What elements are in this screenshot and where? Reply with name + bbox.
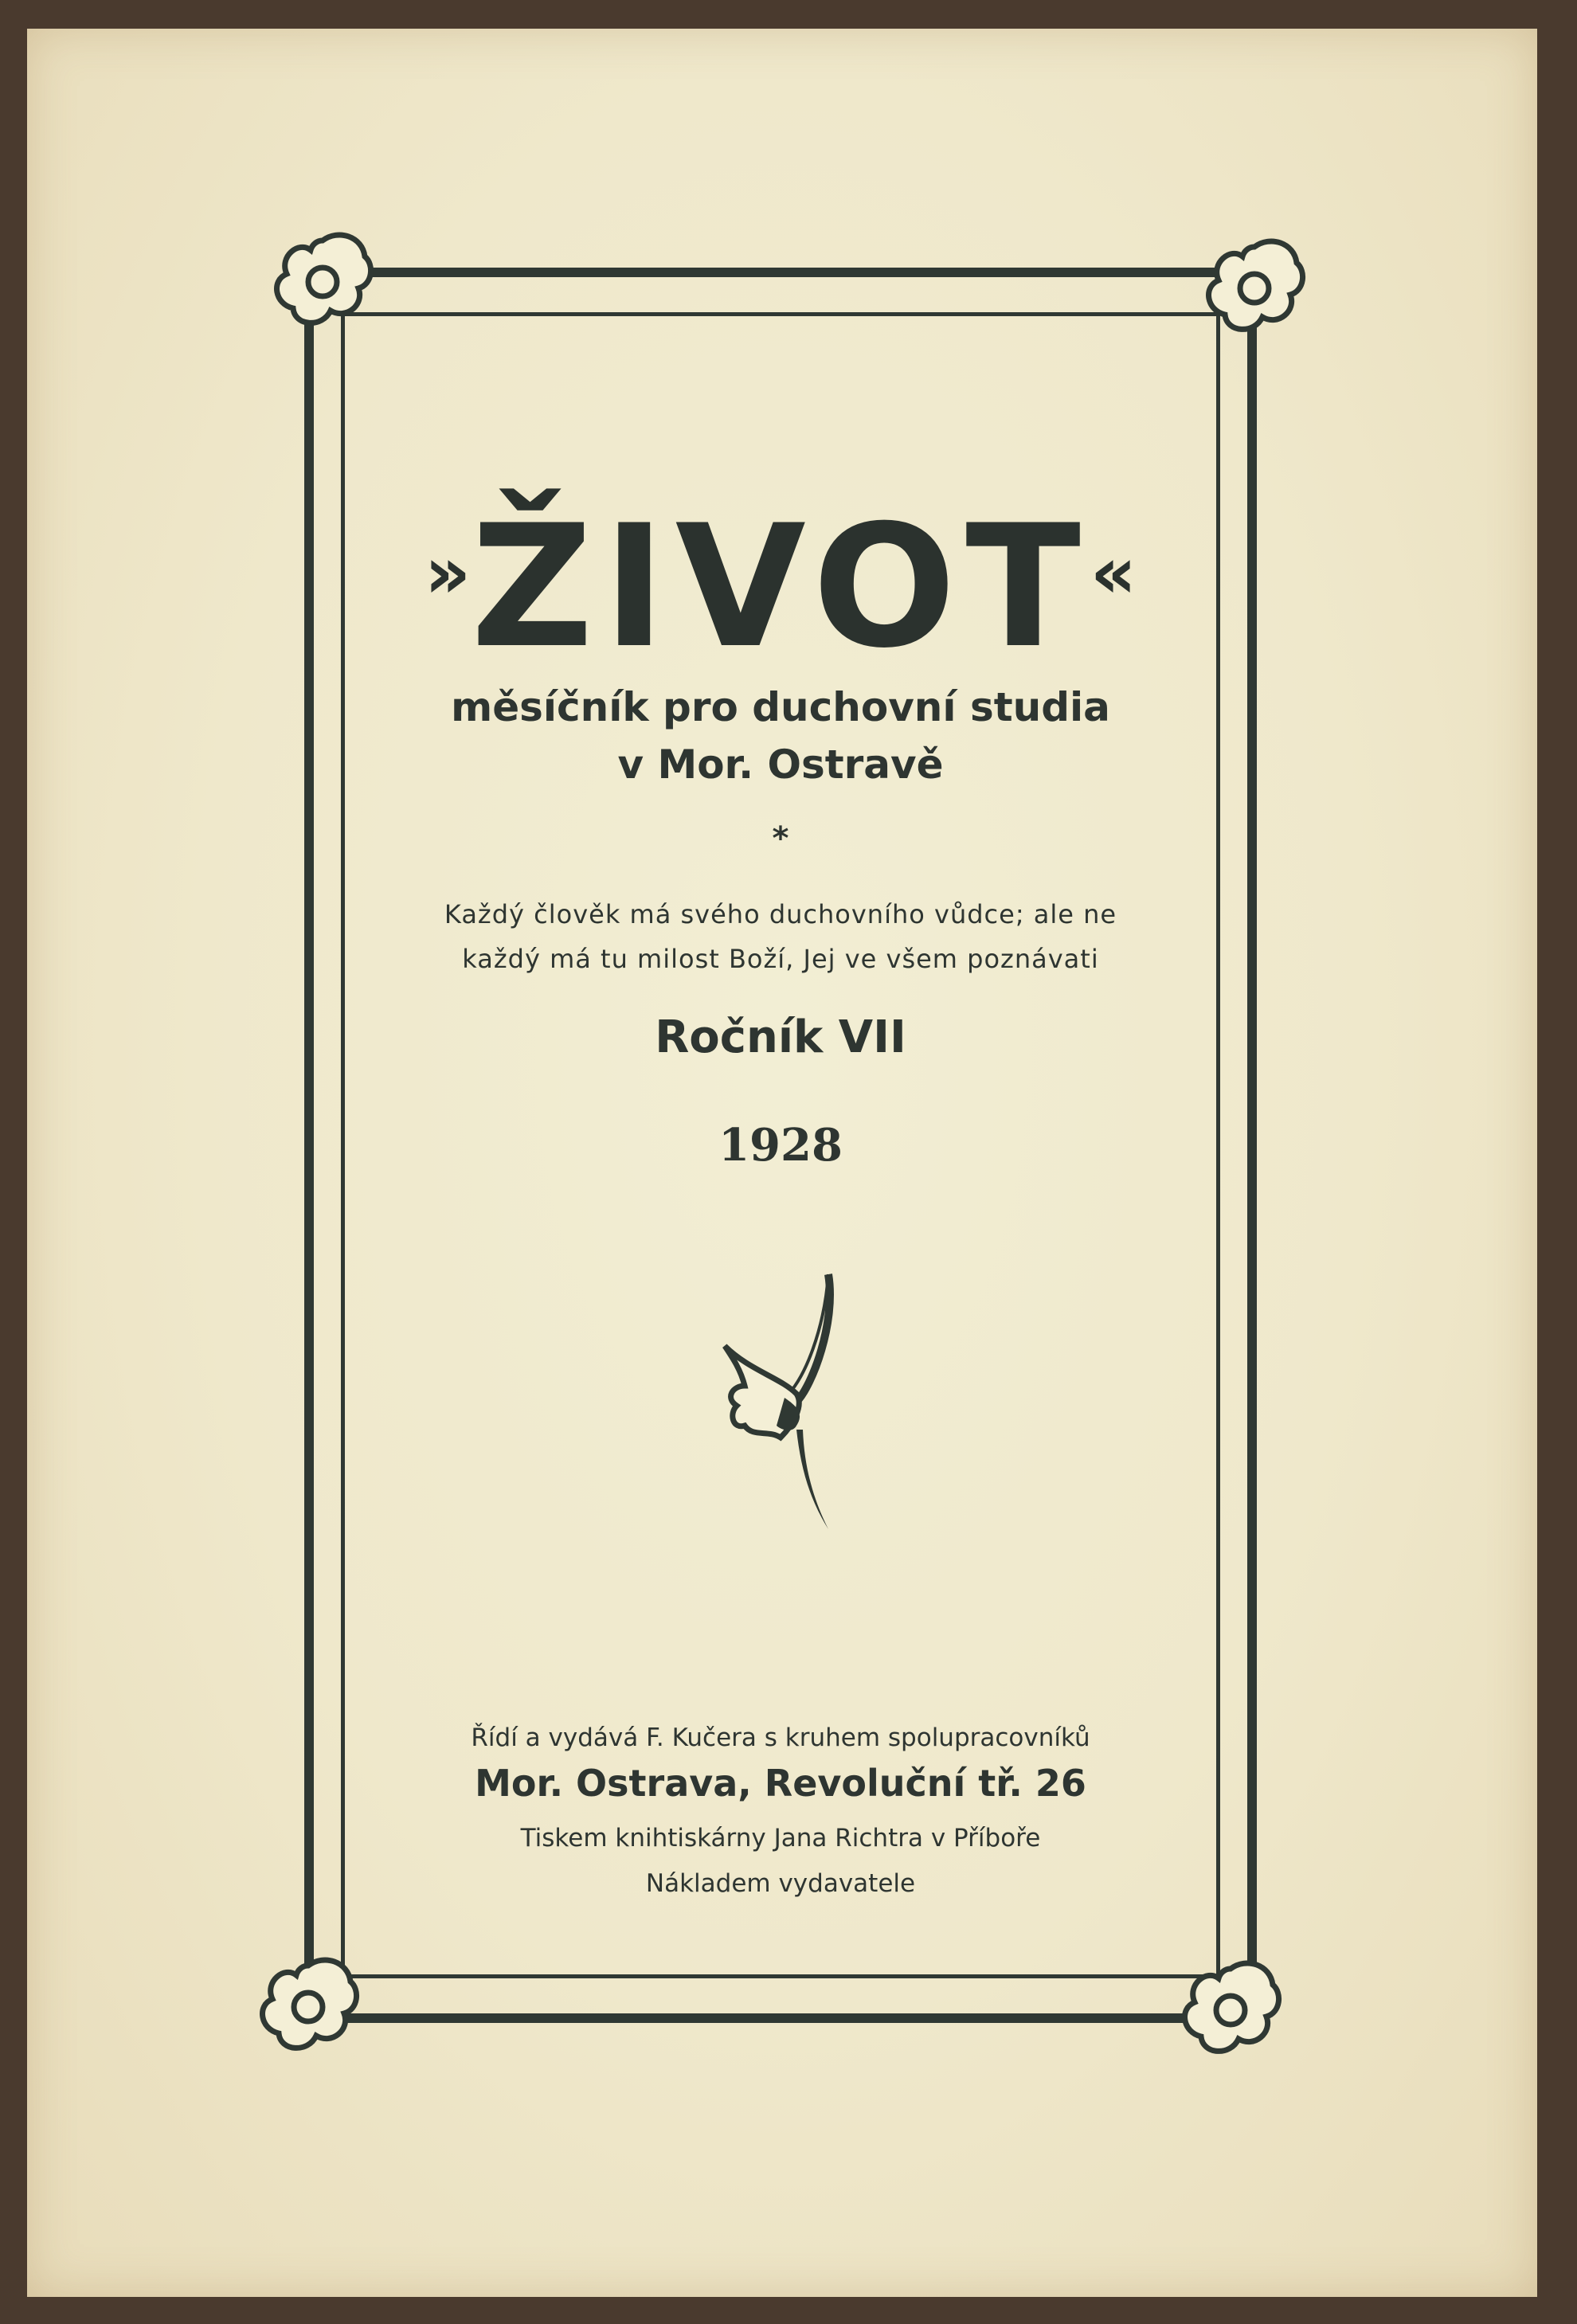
lily-flower-icon xyxy=(717,1266,860,1537)
title-text: ŽIVOT xyxy=(471,488,1090,685)
corner-ornament-top-left-icon xyxy=(263,225,382,344)
printer-line: Tiskem knihtiskárny Jana Richtra v Příboře xyxy=(520,1824,1041,1853)
subtitle xyxy=(350,679,1211,793)
subtitle-line-2: v Mor. Ostravě xyxy=(617,741,944,788)
credits-line: Řídí a vydává F. Kučera s kruhem spolupracovníků xyxy=(471,1723,1090,1752)
separator-asterisk: * xyxy=(772,820,789,857)
address-line: Mor. Ostrava, Revoluční tř. 26 xyxy=(475,1762,1086,1805)
quote-close: « xyxy=(1090,531,1137,615)
corner-ornament-top-right-icon xyxy=(1195,231,1314,350)
corner-ornament-bottom-left-icon xyxy=(248,1950,368,2069)
year-label: 1928 xyxy=(718,1119,843,1172)
magazine-title xyxy=(350,486,1211,685)
volume-label: Ročník VII xyxy=(655,1011,906,1063)
motto-line-1: Každý člověk má svého duchovního vůdce; ale ne xyxy=(444,899,1117,929)
publisher-line: Nákladem vydavatele xyxy=(645,1869,916,1898)
motto xyxy=(350,892,1211,981)
quote-open: » xyxy=(424,531,472,615)
corner-ornament-bottom-right-icon xyxy=(1171,1953,1290,2072)
motto-line-2: každý má tu milost Boží, Jej ve všem poznávati xyxy=(462,944,1099,974)
subtitle-line-1: měsíčník pro duchovní studia xyxy=(451,684,1110,730)
